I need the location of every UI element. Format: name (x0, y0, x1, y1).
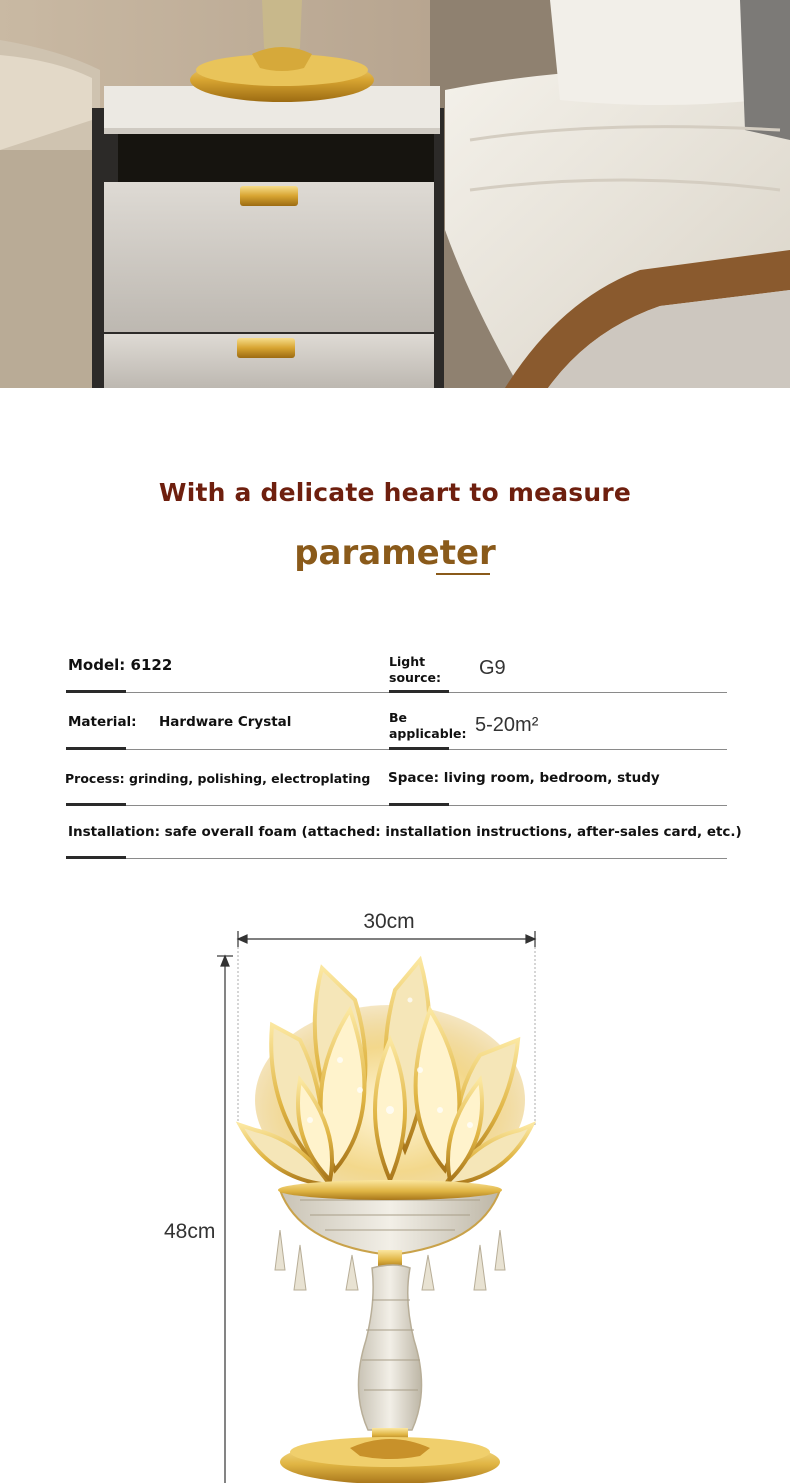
param-process: Process: grinding, polishing, electroplating (65, 771, 371, 786)
row-accent (389, 690, 449, 693)
row-accent (66, 856, 126, 859)
row-accent (66, 690, 126, 693)
param-material-label: Material: (68, 714, 137, 730)
subtitle-underline (436, 573, 490, 575)
height-dimension-line (217, 956, 233, 1483)
param-material-value: Hardware Crystal (159, 714, 292, 730)
param-model: Model: 6122 (68, 656, 173, 674)
row-accent (66, 747, 126, 750)
section-subtitle: parameter (294, 533, 496, 573)
param-applicable-value: 5-20m² (475, 714, 539, 736)
param-installation: Installation: safe overall foam (attached: installation instructions, after-sales card, etc.) (68, 824, 742, 840)
row-divider (66, 858, 727, 859)
width-dimension-label: 30cm (363, 910, 415, 933)
row-accent (66, 803, 126, 806)
row-accent (389, 803, 449, 806)
lamp-product-image (0, 920, 790, 1483)
bedroom-photo (0, 0, 790, 388)
param-light-source-label: Light source: (389, 654, 441, 685)
section-title: With a delicate heart to measure (158, 478, 632, 507)
param-applicable-label: Be applicable: (389, 710, 467, 741)
height-dimension-label: 48cm (164, 1220, 216, 1243)
width-dimension-line (238, 931, 535, 947)
param-light-source-value: G9 (479, 657, 506, 679)
row-accent (389, 747, 449, 750)
param-space: Space: living room, bedroom, study (388, 770, 660, 786)
